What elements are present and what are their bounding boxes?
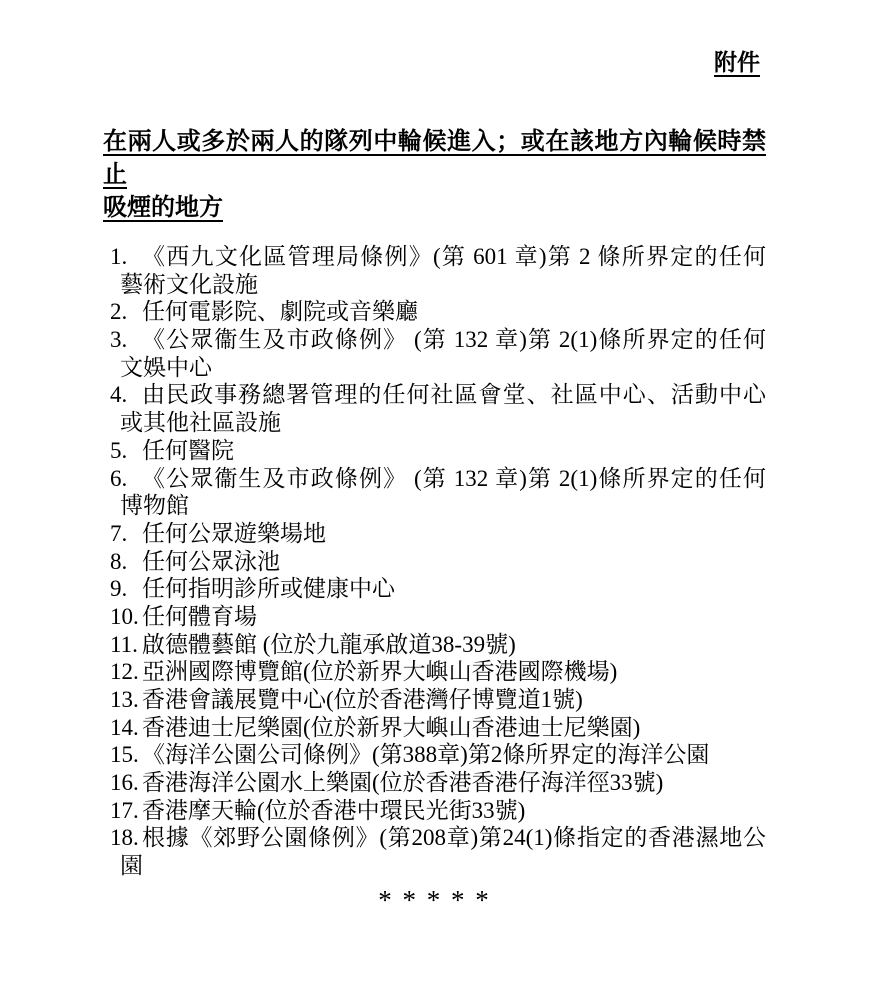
list-item-4 (103, 381, 766, 436)
list-item-14 (103, 714, 766, 742)
item-number: 10. (110, 603, 139, 629)
item-text-line: 由民政事務總署管理的任何社區會堂、社區中心、活動中心 (142, 382, 766, 408)
item-text-line: 根據《郊野公園條例》(第208章)第24(1)條指定的香港濕地公 (142, 825, 766, 851)
item-number: 6. (110, 465, 128, 491)
item-number: 14. (110, 714, 139, 740)
item-text-line: 任何指明診所或健康中心 (142, 576, 395, 602)
item-number: 17. (110, 797, 139, 823)
item-number: 5. (110, 437, 128, 463)
item-number: 9. (110, 576, 128, 602)
item-number: 1. (110, 244, 128, 269)
list-item-1 (103, 243, 766, 298)
item-text-line: 任何醫院 (142, 437, 234, 463)
item-number: 7. (110, 520, 128, 546)
item-text-line: 文娛中心 (120, 354, 212, 380)
item-number: 18. (110, 825, 139, 851)
list-item-12 (103, 658, 766, 686)
item-text-line: 《海洋公園公司條例》(第388章)第2條所界定的海洋公園 (142, 742, 710, 768)
item-text-line: 任何公眾泳池 (142, 548, 280, 574)
list-item-7 (103, 520, 766, 548)
item-text-line: 《西九文化區管理局條例》(第 601 章)第 2 條所界定的任何 (142, 244, 766, 269)
document-title (103, 126, 766, 225)
list-item-10 (103, 603, 766, 631)
list-item-16 (103, 769, 766, 797)
item-text-line: 《公眾衞生及市政條例》 (第 132 章)第 2(1)條所界定的任何 (142, 327, 766, 353)
list-item-5 (103, 437, 766, 465)
item-number: 4. (110, 382, 128, 408)
list-item-17 (103, 797, 766, 825)
list-item-11 (103, 631, 766, 659)
item-text-line: 啟德體藝館 (位於九龍承啟道38-39號) (142, 631, 516, 657)
item-number: 12. (110, 659, 139, 685)
item-number: 8. (110, 548, 128, 574)
list-item-15 (103, 741, 766, 769)
item-text-line: 《公眾衞生及市政條例》 (第 132 章)第 2(1)條所界定的任何 (142, 465, 766, 491)
end-of-document-marker: * * * * * (378, 885, 491, 915)
item-text-line: 或其他社區設施 (120, 410, 281, 436)
item-number: 2. (110, 299, 128, 325)
item-text-line: 藝術文化設施 (120, 271, 258, 297)
list-item-6 (103, 465, 766, 520)
list-item-18 (103, 824, 766, 879)
item-number: 16. (110, 770, 139, 796)
item-number: 11. (110, 631, 138, 657)
item-text-line: 亞洲國際博覽館(位於新界大嶼山香港國際機場) (142, 659, 618, 685)
item-text-line: 任何電影院、劇院或音樂廳 (142, 299, 418, 325)
title-line-2: 吸煙的地方 (103, 195, 223, 221)
item-text-line: 博物館 (120, 493, 189, 519)
list-item-8 (103, 548, 766, 576)
item-number: 15. (110, 742, 139, 768)
item-text-line: 任何體育場 (142, 603, 257, 629)
item-text-line: 任何公眾遊樂場地 (142, 520, 326, 546)
item-text-line: 香港海洋公園水上樂園(位於香港香港仔海洋徑33號) (142, 770, 664, 796)
item-text-line: 園 (120, 853, 143, 879)
item-text-line: 香港會議展覽中心(位於香港灣仔博覽道1號) (142, 687, 583, 712)
title-line-1: 在兩人或多於兩人的隊列中輪候進入；或在該地方內輪候時禁止 (103, 129, 766, 188)
places-list (103, 243, 766, 880)
list-item-13 (103, 686, 766, 714)
list-item-9 (103, 575, 766, 603)
annex-label: 附件 (714, 50, 760, 75)
list-item-2 (103, 298, 766, 326)
item-number: 3. (110, 327, 128, 353)
item-text-line: 香港摩天輪(位於香港中環民光街33號) (142, 797, 526, 823)
item-text-line: 香港迪士尼樂園(位於新界大嶼山香港迪士尼樂園) (142, 714, 641, 740)
list-item-3 (103, 326, 766, 381)
item-number: 13. (110, 687, 139, 712)
